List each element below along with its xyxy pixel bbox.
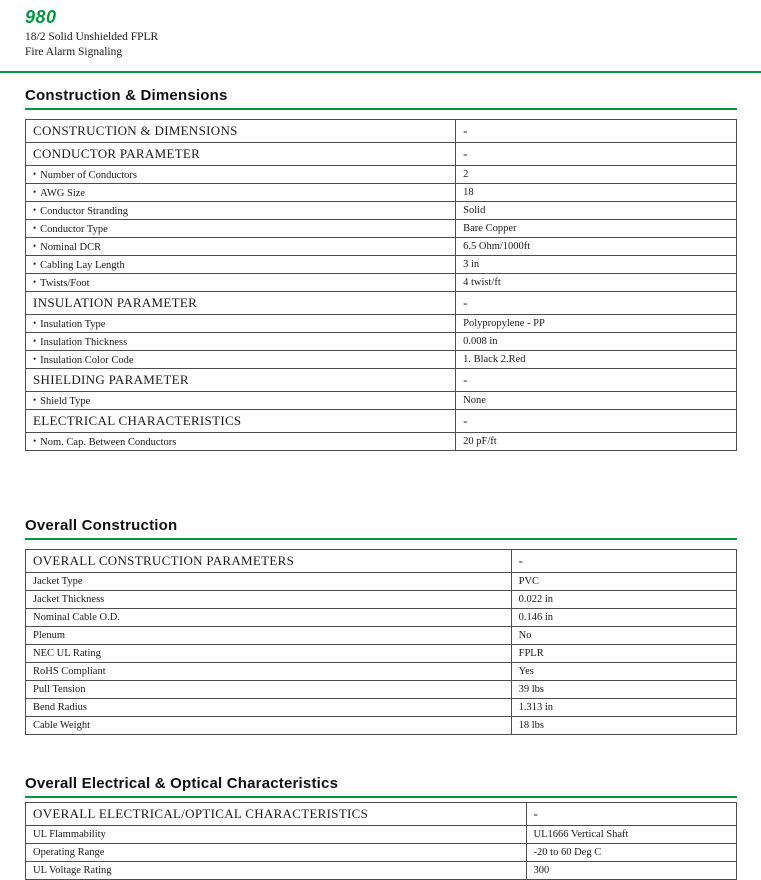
spec-value: - bbox=[456, 143, 737, 166]
section-overall-construction bbox=[25, 517, 737, 735]
spec-label: Cable Weight bbox=[26, 717, 512, 735]
spec-value: None bbox=[456, 392, 737, 410]
spec-value: 18 bbox=[456, 184, 737, 202]
spec-value: Polypropylene - PP bbox=[456, 315, 737, 333]
header-row bbox=[26, 803, 737, 826]
spec-row bbox=[26, 862, 737, 880]
spec-row bbox=[26, 220, 737, 238]
product-description: Fire Alarm Signaling bbox=[25, 46, 123, 58]
spec-sections bbox=[0, 87, 761, 880]
spec-label: • Insulation Color Code bbox=[26, 351, 456, 369]
spec-row bbox=[26, 844, 737, 862]
spec-label: CONDUCTOR PARAMETER bbox=[26, 143, 456, 166]
spec-value: 2 bbox=[456, 166, 737, 184]
bullet-icon: • bbox=[33, 276, 37, 287]
spec-table bbox=[25, 549, 737, 735]
spec-label: UL Voltage Rating bbox=[26, 862, 527, 880]
spec-value: 1.313 in bbox=[511, 699, 736, 717]
spec-row bbox=[26, 627, 737, 645]
spec-value: 20 pF/ft bbox=[456, 433, 737, 451]
spec-value: No bbox=[511, 627, 736, 645]
spec-value: 0.146 in bbox=[511, 609, 736, 627]
spec-label: INSULATION PARAMETER bbox=[26, 292, 456, 315]
spec-label: OVERALL CONSTRUCTION PARAMETERS bbox=[26, 550, 512, 573]
spec-row bbox=[26, 573, 737, 591]
group-row bbox=[26, 410, 737, 433]
spec-value: 39 lbs bbox=[511, 681, 736, 699]
spec-row bbox=[26, 681, 737, 699]
group-row bbox=[26, 143, 737, 166]
header-row bbox=[26, 550, 737, 573]
spec-value: Bare Copper bbox=[456, 220, 737, 238]
spec-row bbox=[26, 274, 737, 292]
spec-label: • Number of Conductors bbox=[26, 166, 456, 184]
bullet-icon: • bbox=[33, 335, 37, 346]
group-row bbox=[26, 369, 737, 392]
spec-label: Operating Range bbox=[26, 844, 527, 862]
spec-value: Solid bbox=[456, 202, 737, 220]
spec-label: NEC UL Rating bbox=[26, 645, 512, 663]
bullet-icon: • bbox=[33, 186, 37, 197]
spec-value: PVC bbox=[511, 573, 736, 591]
spec-row bbox=[26, 184, 737, 202]
bullet-icon: • bbox=[33, 394, 37, 405]
spec-label: • Insulation Type bbox=[26, 315, 456, 333]
spec-row bbox=[26, 166, 737, 184]
spec-label: Jacket Type bbox=[26, 573, 512, 591]
spec-value: - bbox=[456, 292, 737, 315]
bullet-icon: • bbox=[33, 168, 37, 179]
spec-row bbox=[26, 663, 737, 681]
spec-table bbox=[25, 119, 737, 451]
spec-row bbox=[26, 256, 737, 274]
spec-label: SHIELDING PARAMETER bbox=[26, 369, 456, 392]
spec-row bbox=[26, 609, 737, 627]
spec-label: • Nominal DCR bbox=[26, 238, 456, 256]
spec-row bbox=[26, 202, 737, 220]
spec-label: • Nom. Cap. Between Conductors bbox=[26, 433, 456, 451]
spec-value: 18 lbs bbox=[511, 717, 736, 735]
section-overall-electrical-optical bbox=[25, 775, 737, 880]
spec-value: Yes bbox=[511, 663, 736, 681]
spec-value: - bbox=[526, 803, 736, 826]
spec-label: • Conductor Type bbox=[26, 220, 456, 238]
bullet-icon: • bbox=[33, 353, 37, 364]
spec-label: Pull Tension bbox=[26, 681, 512, 699]
product-subtitle: 18/2 Solid Unshielded FPLR bbox=[25, 31, 159, 43]
spec-value: 3 in bbox=[456, 256, 737, 274]
spec-table bbox=[25, 802, 737, 880]
spec-value: - bbox=[456, 410, 737, 433]
spec-label: Bend Radius bbox=[26, 699, 512, 717]
spec-value: 4 twist/ft bbox=[456, 274, 737, 292]
spec-label: • AWG Size bbox=[26, 184, 456, 202]
spec-value: - bbox=[456, 120, 737, 143]
header-row bbox=[26, 120, 737, 143]
spec-value: 0.022 in bbox=[511, 591, 736, 609]
spec-value: 0.008 in bbox=[456, 333, 737, 351]
spec-value: - bbox=[456, 369, 737, 392]
spec-value: UL1666 Vertical Shaft bbox=[526, 826, 736, 844]
spec-label: • Insulation Thickness bbox=[26, 333, 456, 351]
product-header bbox=[0, 0, 761, 58]
spec-value: 300 bbox=[526, 862, 736, 880]
spec-row bbox=[26, 351, 737, 369]
spec-value: 1. Black 2.Red bbox=[456, 351, 737, 369]
spec-label: CONSTRUCTION & DIMENSIONS bbox=[26, 120, 456, 143]
spec-label: RoHS Compliant bbox=[26, 663, 512, 681]
bullet-icon: • bbox=[33, 240, 37, 251]
spec-label: • Twists/Foot bbox=[26, 274, 456, 292]
section-heading: Overall Electrical & Optical Characteristics bbox=[25, 775, 737, 798]
spec-label: OVERALL ELECTRICAL/OPTICAL CHARACTERISTICS bbox=[26, 803, 527, 826]
spec-row bbox=[26, 826, 737, 844]
bullet-icon: • bbox=[33, 435, 37, 446]
spec-label: UL Flammability bbox=[26, 826, 527, 844]
spec-label: • Cabling Lay Length bbox=[26, 256, 456, 274]
group-row bbox=[26, 292, 737, 315]
spec-label: ELECTRICAL CHARACTERISTICS bbox=[26, 410, 456, 433]
spec-row bbox=[26, 717, 737, 735]
spec-row bbox=[26, 433, 737, 451]
header-divider bbox=[0, 71, 761, 73]
spec-row bbox=[26, 333, 737, 351]
bullet-icon: • bbox=[33, 222, 37, 233]
spec-value: 6.5 Ohm/1000ft bbox=[456, 238, 737, 256]
spec-row bbox=[26, 392, 737, 410]
section-heading: Construction & Dimensions bbox=[25, 87, 737, 110]
spec-value: - bbox=[511, 550, 736, 573]
product-number: 980 bbox=[25, 7, 57, 27]
bullet-icon: • bbox=[33, 204, 37, 215]
bullet-icon: • bbox=[33, 317, 37, 328]
spec-row bbox=[26, 591, 737, 609]
spec-row bbox=[26, 315, 737, 333]
spec-row bbox=[26, 699, 737, 717]
spec-label: • Shield Type bbox=[26, 392, 456, 410]
spec-row bbox=[26, 645, 737, 663]
bullet-icon: • bbox=[33, 258, 37, 269]
spec-value: FPLR bbox=[511, 645, 736, 663]
section-construction-dimensions bbox=[25, 87, 737, 451]
spec-label: Jacket Thickness bbox=[26, 591, 512, 609]
spec-value: -20 to 60 Deg C bbox=[526, 844, 736, 862]
spec-row bbox=[26, 238, 737, 256]
spec-label: Nominal Cable O.D. bbox=[26, 609, 512, 627]
spec-label: • Conductor Stranding bbox=[26, 202, 456, 220]
spec-label: Plenum bbox=[26, 627, 512, 645]
section-heading: Overall Construction bbox=[25, 517, 737, 540]
